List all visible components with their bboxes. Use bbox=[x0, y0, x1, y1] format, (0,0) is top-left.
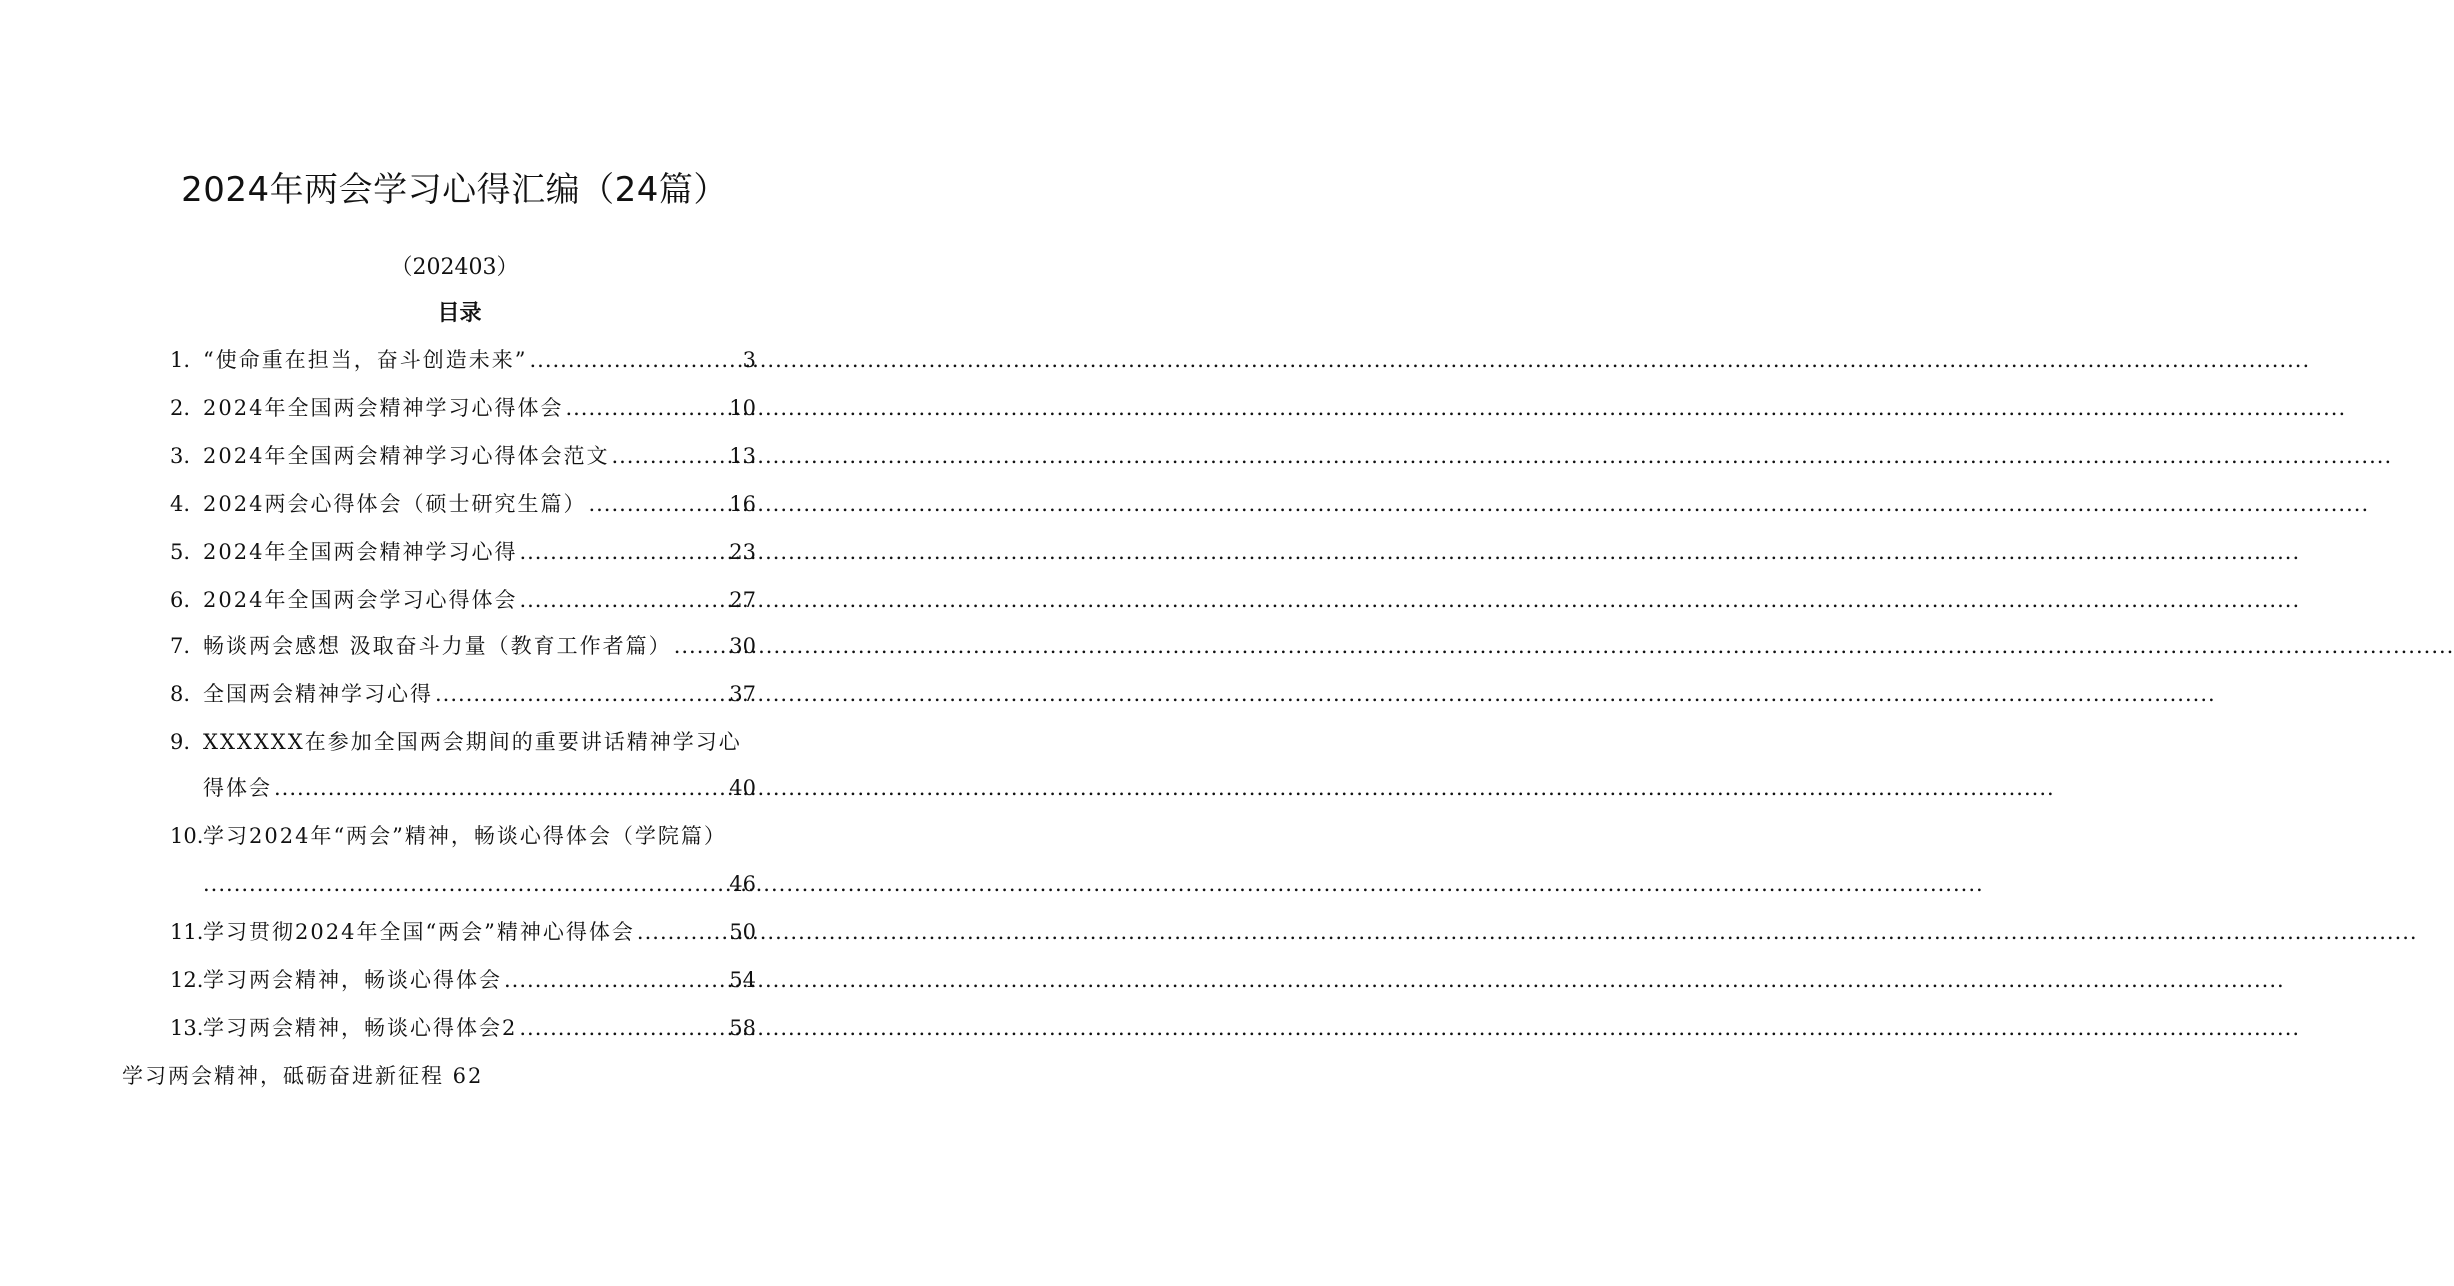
toc-entry-number: 4. bbox=[170, 492, 191, 516]
toc-dot-leader bbox=[519, 1012, 727, 1044]
toc-entry[interactable] bbox=[170, 392, 756, 424]
toc-dot-leader bbox=[519, 584, 727, 616]
toc-entry[interactable] bbox=[170, 536, 756, 568]
toc-dot-leader bbox=[674, 630, 728, 662]
toc-entry[interactable] bbox=[170, 678, 756, 710]
toc-entry-title: 学习两会精神，畅谈心得体会 bbox=[203, 968, 502, 992]
toc-dot-leader bbox=[435, 678, 727, 710]
toc-entry-title: 2024年全国两会学习心得体会 bbox=[203, 588, 518, 612]
toc-entry-number: 12. bbox=[170, 968, 204, 992]
toc-entry[interactable] bbox=[170, 584, 756, 616]
toc-entry-page: 58 bbox=[729, 1016, 756, 1040]
toc-dot-leader bbox=[519, 536, 727, 568]
toc-entry[interactable] bbox=[170, 630, 756, 662]
toc-dot-leader bbox=[565, 392, 727, 424]
toc-heading: 目录 bbox=[437, 301, 482, 326]
toc-entry-page: 10 bbox=[729, 396, 756, 420]
toc-entry-page: 3 bbox=[742, 348, 756, 372]
toc-entry-title: 2024年全国两会精神学习心得体会范文 bbox=[203, 444, 610, 468]
toc-entry-page: 16 bbox=[729, 492, 756, 516]
toc-dot-leader bbox=[274, 772, 727, 804]
toc-entry-title: 学习贯彻2024年全国“两会”精神心得体会 bbox=[203, 920, 635, 944]
toc-entry-title-continued: 得体会 bbox=[203, 776, 272, 800]
toc-entry[interactable] bbox=[170, 820, 790, 852]
toc-entry-number: 2. bbox=[170, 396, 191, 420]
toc-entry-page: 40 bbox=[729, 776, 756, 800]
toc-dot-leader bbox=[529, 344, 740, 376]
toc-entry-number: 6. bbox=[170, 588, 191, 612]
document-page bbox=[0, 0, 909, 1286]
toc-entry-title: 全国两会精神学习心得 bbox=[203, 682, 433, 706]
toc-entry[interactable] bbox=[170, 488, 756, 520]
toc-entry[interactable] bbox=[170, 964, 756, 996]
toc-entry-page: 30 bbox=[729, 634, 756, 658]
toc-entry-page: 13 bbox=[729, 444, 756, 468]
toc-entry-page: 27 bbox=[729, 588, 756, 612]
toc-entry-number: 10. bbox=[170, 824, 204, 848]
toc-dot-leader bbox=[637, 916, 727, 948]
toc-entry-title: 学习2024年“两会”精神，畅谈心得体会（学院篇） bbox=[203, 824, 727, 848]
toc-entry-number: 8. bbox=[170, 682, 191, 706]
toc-dot-leader bbox=[588, 488, 727, 520]
toc-entry-title: XXXXXX在参加全国两会期间的重要讲话精神学习心 bbox=[203, 730, 742, 754]
toc-entry-number: 1. bbox=[170, 348, 191, 372]
toc-entry-title: “使命重在担当，奋斗创造未来” bbox=[203, 348, 528, 372]
document-title: 2024年两会学习心得汇编（24篇） bbox=[181, 170, 728, 210]
toc-dot-leader bbox=[611, 440, 727, 472]
toc-dot-leader bbox=[203, 868, 727, 900]
toc-entry-title: 2024年全国两会精神学习心得体会 bbox=[203, 396, 564, 420]
toc-entry[interactable] bbox=[170, 1012, 756, 1044]
toc-entry-number: 11. bbox=[170, 920, 204, 944]
toc-tail-line[interactable]: 学习两会精神，砥砺奋进新征程 62 bbox=[122, 1064, 484, 1088]
toc-entry-page: 54 bbox=[729, 968, 756, 992]
toc-entry[interactable] bbox=[170, 440, 756, 472]
toc-entry[interactable] bbox=[170, 916, 756, 948]
toc-entry-page: 37 bbox=[729, 682, 756, 706]
toc-entry-number: 3. bbox=[170, 444, 191, 468]
toc-entry-page: 50 bbox=[729, 920, 756, 944]
toc-entry-page: 46 bbox=[729, 872, 756, 896]
toc-entry-title: 2024年全国两会精神学习心得 bbox=[203, 540, 518, 564]
toc-entry-title: 2024两会心得体会（硕士研究生篇） bbox=[203, 492, 587, 516]
toc-entry-continuation[interactable] bbox=[203, 772, 756, 804]
toc-entry-number: 7. bbox=[170, 634, 191, 658]
toc-entry-title: 畅谈两会感想 汲取奋斗力量（教育工作者篇） bbox=[203, 634, 672, 658]
toc-entry-number: 5. bbox=[170, 540, 191, 564]
toc-entry[interactable] bbox=[170, 726, 790, 758]
document-subtitle: （202403） bbox=[390, 255, 519, 280]
toc-entry-number: 9. bbox=[170, 730, 191, 754]
toc-entry-title: 学习两会精神，畅谈心得体会2 bbox=[203, 1016, 518, 1040]
toc-entry[interactable] bbox=[170, 344, 756, 376]
toc-dot-leader bbox=[504, 964, 727, 996]
toc-entry-number: 13. bbox=[170, 1016, 204, 1040]
toc-entry-page: 23 bbox=[729, 540, 756, 564]
toc-entry-continuation[interactable] bbox=[203, 868, 756, 900]
